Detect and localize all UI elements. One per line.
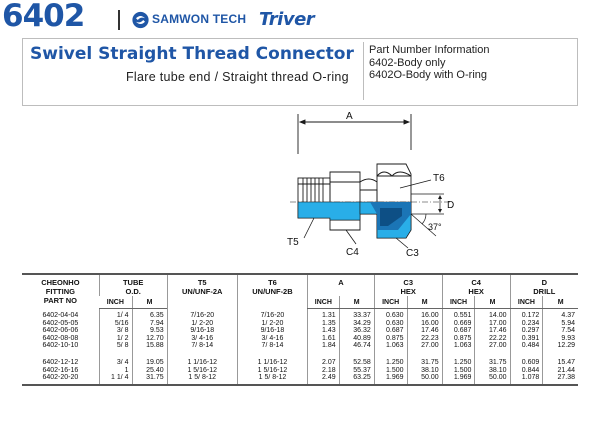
cell-part-no: 6402-12-12 (42, 358, 79, 366)
cell-tube-m: 25.40 (132, 367, 167, 375)
table-row (22, 342, 578, 350)
dim-t6-label: T6 (433, 173, 445, 184)
dim-d-label: D (447, 200, 455, 211)
cell-tube-inch: 1 (99, 367, 132, 375)
header-c4: C4 HEX (442, 274, 510, 296)
dim-t5-label: T5 (287, 237, 299, 248)
cell-d-m: 5.94 (543, 320, 578, 328)
samwon-logo-icon (131, 11, 150, 29)
cell-t5: 1 5/16-12 (167, 367, 237, 375)
cell-c3-inch: 1.063 (374, 342, 407, 350)
cell-d-m: 27.38 (543, 374, 578, 385)
cell-c3-m: 38.10 (407, 367, 442, 375)
dim-angle-label: 37° (428, 222, 442, 232)
cell-tube-inch: 3/ 4 (99, 359, 132, 367)
header-tube-m: M (132, 296, 167, 309)
cell-a-m: 40.89 (339, 335, 374, 343)
cell-d-m: 12.29 (543, 342, 578, 350)
cell-tube-m: 15.88 (132, 342, 167, 350)
cell-t5: 1/ 2-20 (167, 320, 237, 328)
cell-c4-inch: 0.551 (442, 309, 475, 320)
cell-tube-m: 31.75 (132, 374, 167, 385)
cell-c4-m: 14.00 (475, 309, 510, 320)
header-fitting: CHEONHO FITTING PART NO (22, 274, 99, 309)
cell-tube-inch: 3/ 8 (99, 327, 132, 335)
connector-drawing (276, 110, 466, 260)
header-tube-inch: INCH (99, 296, 132, 309)
table-row (22, 320, 578, 328)
cell-d-m: 4.37 (543, 309, 578, 320)
header-c4-m: M (475, 296, 510, 309)
dim-c4-label: C4 (346, 247, 359, 258)
cell-c3-m: 31.75 (407, 359, 442, 367)
cell-t6: 1 5/ 8-12 (237, 374, 307, 385)
cell-part-no: 6402-08-08 (42, 334, 79, 342)
header-t5: T5 UN/UNF-2A (167, 274, 237, 309)
cell-d-inch: 1.078 (510, 374, 543, 385)
spec-table-body (22, 309, 578, 385)
cell-d-m: 15.47 (543, 359, 578, 367)
table-row (22, 327, 578, 335)
cell-c4-m: 17.46 (475, 327, 510, 335)
cell-part-no: 6402-20-20 (22, 374, 99, 385)
table-row (22, 367, 578, 375)
header-c4-inch: INCH (442, 296, 475, 309)
cell-tube-m: 9.53 (132, 327, 167, 335)
part-info-with-oring: 6402O-Body with O-ring (369, 69, 487, 81)
cell-a-inch: 1.61 (308, 335, 340, 343)
product-title: Swivel Straight Thread Connector (30, 44, 354, 64)
cell-c3-m: 22.23 (407, 335, 442, 343)
cell-t6: 3/ 4-16 (237, 335, 307, 343)
cell-c4-inch: 1.969 (442, 374, 475, 385)
cell-a-m: 52.58 (339, 359, 374, 367)
header-tube: TUBE O.D. (99, 274, 167, 296)
cell-c4-inch: 1.063 (442, 342, 475, 350)
cell-c3-inch: 0.875 (374, 335, 407, 343)
cell-d-inch: 0.391 (510, 335, 543, 343)
cell-tube-m: 7.94 (132, 320, 167, 328)
spec-table (22, 273, 578, 386)
cell-tube-m: 12.70 (132, 335, 167, 343)
cell-d-m: 9.93 (543, 335, 578, 343)
cell-t5: 7/16-20 (167, 309, 237, 320)
cell-a-m: 33.37 (339, 309, 374, 320)
table-row (22, 359, 578, 367)
part-info-body-only: 6402-Body only (369, 57, 446, 69)
cell-t5: 3/ 4-16 (167, 335, 237, 343)
table-row (22, 374, 578, 385)
header-a-m: M (339, 296, 374, 309)
cell-c3-m: 27.00 (407, 342, 442, 350)
cell-c3-m: 17.46 (407, 327, 442, 335)
cell-a-m: 34.29 (339, 320, 374, 328)
row-spacer (22, 350, 578, 359)
cell-d-inch: 0.484 (510, 342, 543, 350)
cell-c4-m: 38.10 (475, 367, 510, 375)
cell-part-no: 6402-16-16 (42, 366, 79, 374)
cell-c4-m: 22.22 (475, 335, 510, 343)
cell-a-inch: 2.49 (308, 374, 340, 385)
header-d-m: M (543, 296, 578, 309)
cell-tube-inch: 1 1/ 4 (99, 374, 132, 385)
cell-tube-inch: 1/ 2 (99, 335, 132, 343)
header-separator (118, 10, 120, 30)
table-row (22, 335, 578, 343)
cell-t5: 1 1/16-12 (167, 359, 237, 367)
cell-tube-inch: 1/ 4 (99, 309, 132, 320)
cell-a-m: 46.74 (339, 342, 374, 350)
cell-part-no: 6402-06-06 (42, 327, 79, 335)
cell-c3-m: 16.00 (407, 309, 442, 320)
header-c3-inch: INCH (374, 296, 407, 309)
cell-d-inch: 0.609 (510, 359, 543, 367)
cell-tube-inch: 5/ 8 (99, 342, 132, 350)
cell-t6: 7/16-20 (237, 309, 307, 320)
cell-a-inch: 2.18 (308, 367, 340, 375)
triver-brand: Triver (259, 9, 315, 30)
dim-a-label: A (346, 111, 353, 122)
cell-a-m: 36.32 (339, 327, 374, 335)
cell-a-m: 55.37 (339, 367, 374, 375)
title-divider (363, 42, 364, 100)
cell-c3-inch: 0.687 (374, 327, 407, 335)
cell-c4-inch: 0.875 (442, 335, 475, 343)
header-c3: C3 HEX (374, 274, 442, 296)
cell-c3-inch: 0.630 (374, 309, 407, 320)
samwon-brand: SAMWON TECH (152, 12, 247, 26)
cell-c3-m: 16.00 (407, 320, 442, 328)
cell-part-no: 6402-05-05 (42, 319, 79, 327)
cell-t6: 1/ 2-20 (237, 320, 307, 328)
part-info-heading: Part Number Information (369, 44, 490, 56)
header-d-inch: INCH (510, 296, 543, 309)
header-a-inch: INCH (308, 296, 340, 309)
product-subtitle: Flare tube end / Straight thread O-ring (126, 70, 349, 84)
cell-t6: 9/16-18 (237, 327, 307, 335)
cell-t6: 7/ 8-14 (237, 342, 307, 350)
header-d: D DRILL (510, 274, 578, 296)
cell-d-m: 7.54 (543, 327, 578, 335)
cell-c3-inch: 1.969 (374, 374, 407, 385)
cell-a-inch: 1.35 (308, 320, 340, 328)
cell-d-inch: 0.844 (510, 367, 543, 375)
cell-d-m: 21.44 (543, 367, 578, 375)
cell-c4-m: 17.00 (475, 320, 510, 328)
cell-tube-m: 6.35 (132, 309, 167, 320)
cell-a-inch: 1.43 (308, 327, 340, 335)
cell-a-m: 63.25 (339, 374, 374, 385)
cell-a-inch: 1.31 (308, 309, 340, 320)
cell-t5: 9/16-18 (167, 327, 237, 335)
cell-c4-m: 50.00 (475, 374, 510, 385)
cell-c4-m: 27.00 (475, 342, 510, 350)
dim-c3-label: C3 (406, 248, 419, 259)
cell-c4-inch: 1.250 (442, 359, 475, 367)
header-a: A (308, 274, 375, 296)
cell-t5: 1 5/ 8-12 (167, 374, 237, 385)
cell-c3-inch: 0.630 (374, 320, 407, 328)
table-row (22, 309, 578, 320)
cell-c4-inch: 0.687 (442, 327, 475, 335)
cell-c4-inch: 1.500 (442, 367, 475, 375)
cell-d-inch: 0.172 (510, 309, 543, 320)
cell-t5: 7/ 8-14 (167, 342, 237, 350)
cell-a-inch: 2.07 (308, 359, 340, 367)
cell-t6: 1 5/16-12 (237, 367, 307, 375)
cell-a-inch: 1.84 (308, 342, 340, 350)
cell-part-no: 6402-04-04 (42, 311, 79, 319)
cell-c4-inch: 0.669 (442, 320, 475, 328)
cell-c4-m: 31.75 (475, 359, 510, 367)
part-number-heading: 6402 (2, 0, 85, 34)
cell-c3-inch: 1.250 (374, 359, 407, 367)
cell-t6: 1 1/16-12 (237, 359, 307, 367)
header-c3-m: M (407, 296, 442, 309)
cell-tube-inch: 5/16 (99, 320, 132, 328)
cell-c3-m: 50.00 (407, 374, 442, 385)
cell-part-no: 6402-10-10 (42, 342, 79, 350)
cell-d-inch: 0.234 (510, 320, 543, 328)
cell-d-inch: 0.297 (510, 327, 543, 335)
cell-c3-inch: 1.500 (374, 367, 407, 375)
header-t6: T6 UN/UNF-2B (237, 274, 307, 309)
cell-tube-m: 19.05 (132, 359, 167, 367)
